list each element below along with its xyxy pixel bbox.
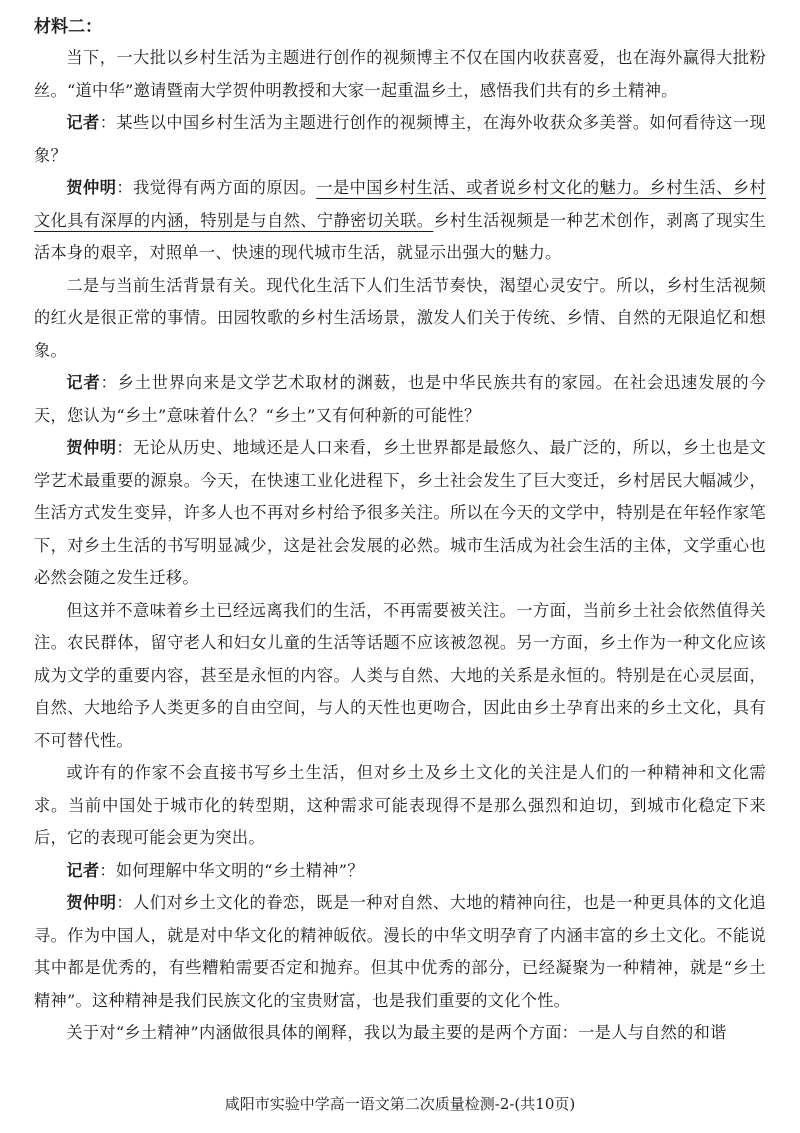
paragraph-answer-2-cont: 但这并不意味着乡土已经远离我们的生活，不再需要被关注。一方面，当前乡土社会依然值得关注。农民群体，留守老人和妇女儿童的生活等话题不应该被忽视。另一方面，乡土作为一种文化应该成为文学的重要内容，甚至是永恒的内容。人类与自然、大地的关系是永恒的。特别是在心灵层面，自然、大地给予人类更多的自由空间，与人的天性也更吻合，因此由乡土孕育出来的乡土文化，具有不可替代性。 — [34, 600, 766, 750]
speaker-label: 贺仲明 — [66, 438, 117, 457]
speaker-label: 贺仲明 — [66, 178, 117, 197]
speaker-label: 记者 — [66, 113, 100, 132]
speaker-label: 贺仲明 — [66, 893, 117, 912]
paragraph-answer-3-cont: 关于对“乡土精神”内涵做很具体的阐释，我以为最主要的是两个方面：一是人与自然的和谐 — [66, 1023, 727, 1042]
paragraph-answer-1: 贺仲明：我觉得有两方面的原因。一是中国乡村生活、或者说乡村文化的魅力。乡村生活、乡村文化具有深厚的内涵，特别是与自然、宁静密切关联。乡村生活视频是一种艺术创作，剥离了现实生活本身的艰辛，对照单一、快速的现代城市生活，就显示出强大的魅力。 — [34, 178, 767, 262]
paragraph-answer-1-cont: 二是与当前生活背景有关。现代化生活下人们生活节奏快，渴望心灵安宁。所以，乡村生活视频的红火是很正常的事情。田园牧歌的乡村生活场景，激发人们关于传统、乡情、自然的无限追忆和想象。 — [34, 275, 766, 360]
section-heading: 材料二： — [34, 17, 102, 37]
paragraph-intro: 当下，一大批以乡村生活为主题进行创作的视频博主不仅在国内收获喜爱，也在海外赢得大批粉丝。“道中华”邀请暨南大学贺仲明教授和大家一起重温乡土，感悟我们共有的乡土精神。 — [34, 48, 766, 100]
speaker-label: 记者 — [66, 860, 100, 880]
paragraph-reporter-question-2: 记者：乡土世界向来是文学艺术取材的渊薮，也是中华民族共有的家园。在社会迅速发展的今天，您认为“乡土”意味着什么？“乡土”又有何种新的可能性？ — [34, 373, 766, 425]
speaker-label: 记者 — [66, 373, 101, 392]
paragraph-answer-3: 贺仲明：人们对乡土文化的眷恋，既是一种对自然、大地的精神向往，也是一种更具体的文化追寻。作为中国人，就是对中华文化的精神皈依。漫长的中华文明孕育了内涵丰富的乡土文化。不能说其中都是优秀的，有些糟粕需要否定和抛弃。但其中优秀的部分，已经凝聚为一种精神，就是“乡土精神”。这种精神是我们民族文化的宝贵财富，也是我们重要的文化个性。 — [34, 893, 766, 1010]
paragraph-answer-2: 贺仲明：无论从历史、地域还是人口来看，乡土世界都是最悠久、最广泛的，所以，乡土也是文学艺术最重要的源泉。今天，在快速工业化进程下，乡土社会发生了巨大变迁，乡村居民大幅减少，生活方式发生变异，许多人也不再对乡村给予很多关注。所以在今天的文学中，特别是在年轻作家笔下，对乡土生活的书写明显减少，这是社会发展的必然。城市生活成为社会生活的主体，文学重心也必然会随之发生迁移。 — [34, 438, 766, 587]
paragraph-reporter-question-1: 记者：某些以中国乡村生活为主题进行创作的视频博主，在海外收获众多美誉。如何看待这一现象？ — [34, 113, 766, 165]
paragraph-answer-2-cont-2: 或许有的作家不会直接书写乡土生活，但对乡土及乡土文化的关注是人们的一种精神和文化需求。当前中国处于城市化的转型期，这种需求可能表现得不是那么强烈和迫切，到城市化稳定下来后，它的表现可能会更为突出。 — [34, 763, 766, 847]
paragraph-reporter-question-3: 记者：如何理解中华文明的“乡土精神”？ — [66, 860, 364, 880]
page-footer: 咸阳市实验中学高一语文第二次质量检测-2-(共10页) — [224, 1095, 576, 1113]
underlined-text: 一是中国乡村生活、或者说乡村文化的魅力。乡村生活、乡村文化具有深厚的内涵，特别是与自然、宁静密切关联。 — [34, 178, 766, 230]
